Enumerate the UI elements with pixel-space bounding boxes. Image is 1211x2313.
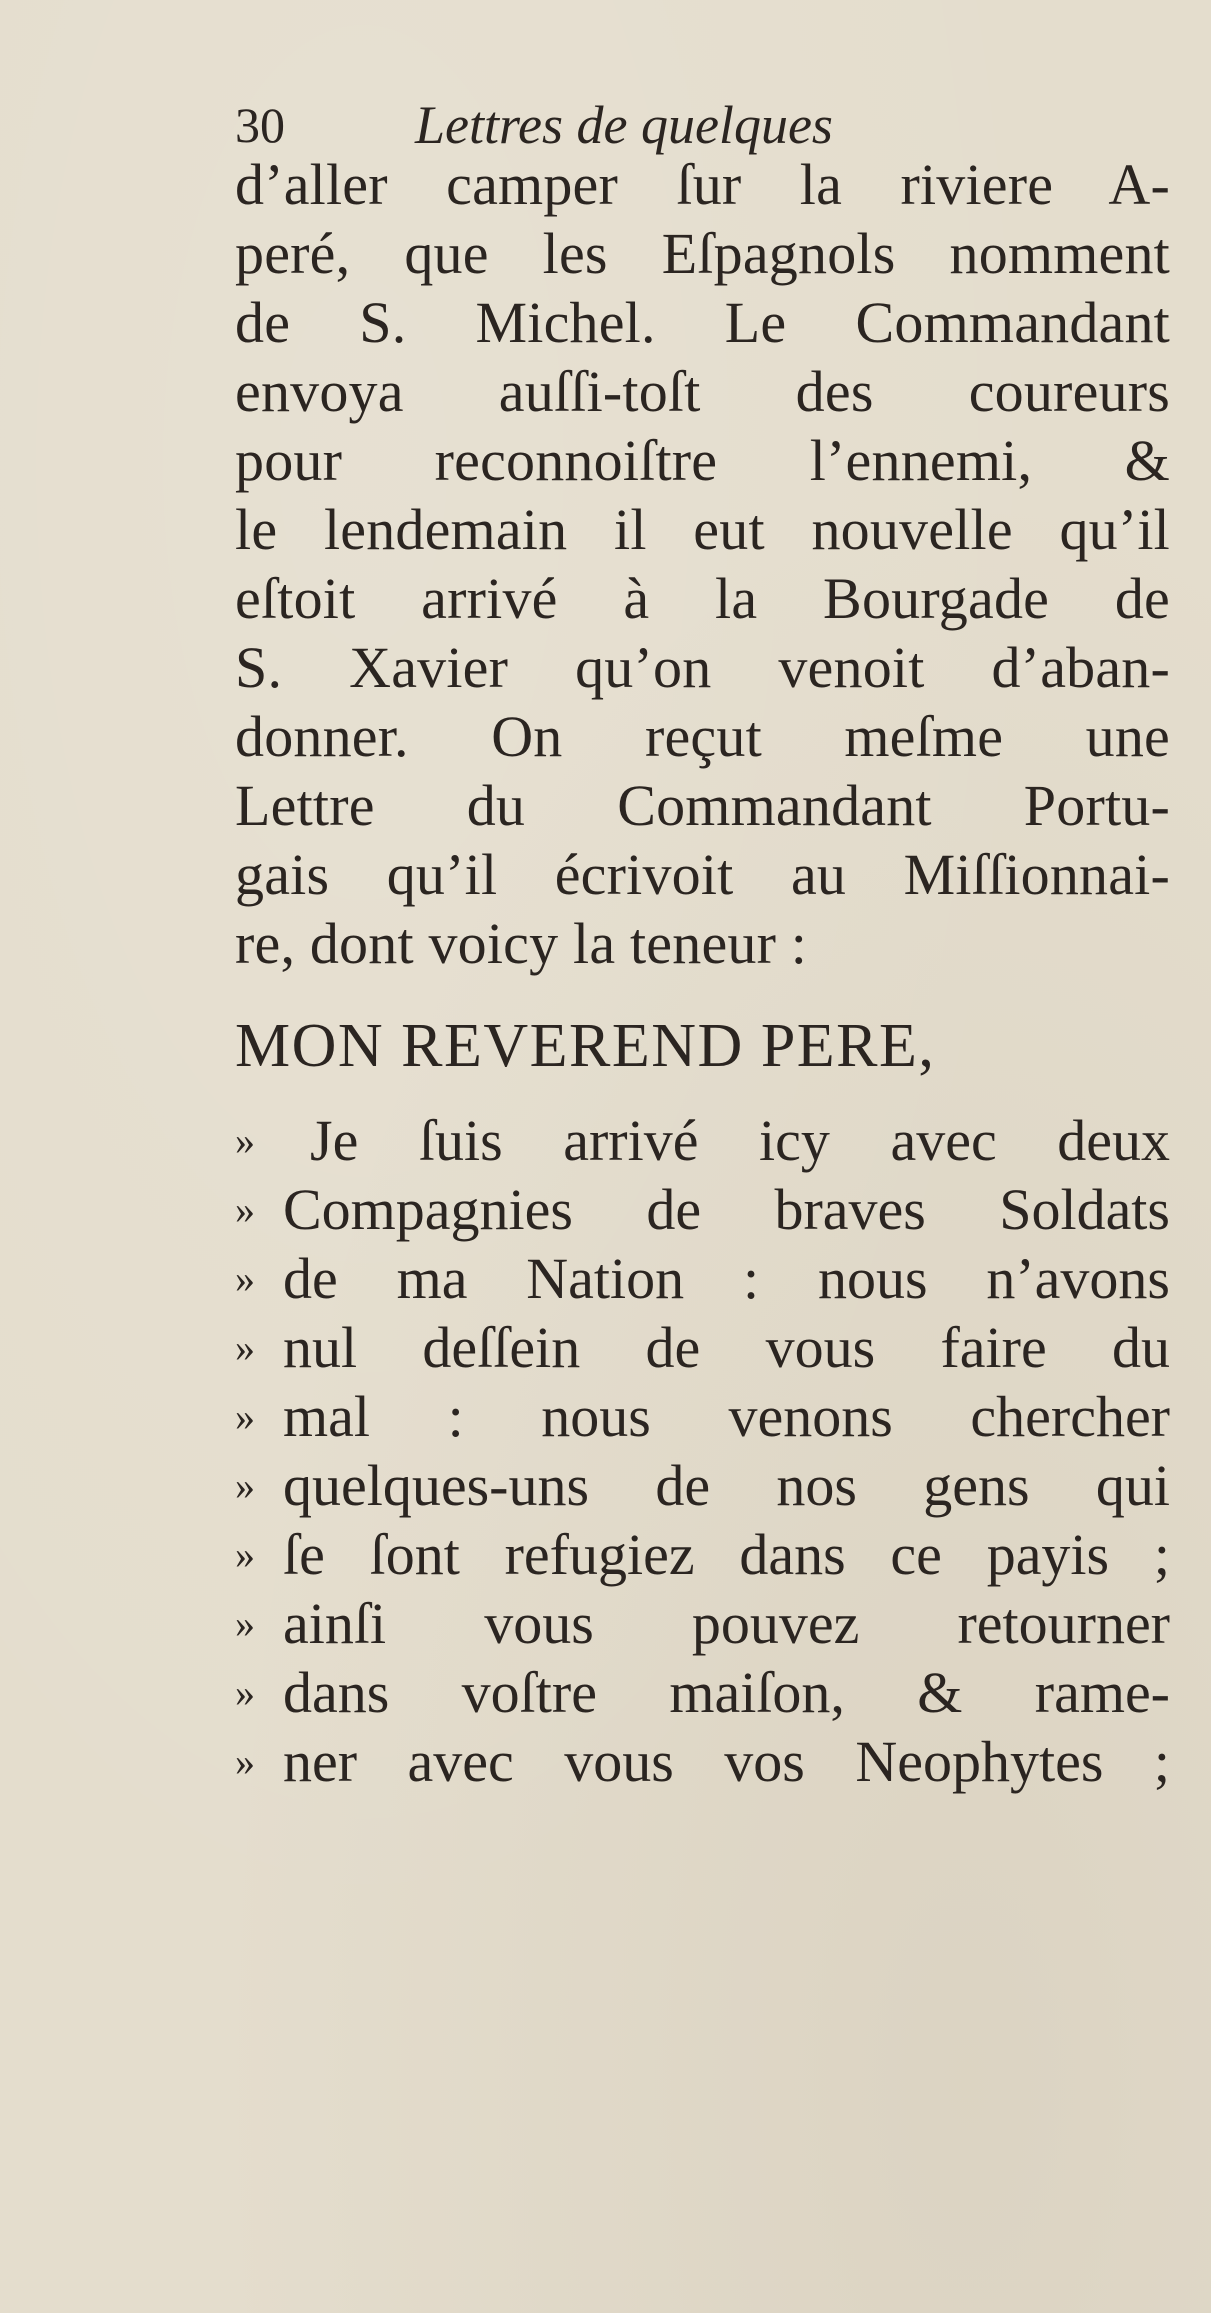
quoted-line bbox=[235, 1175, 1170, 1244]
quoted-line-text: quelques-uns de nos gens qui bbox=[283, 1453, 1170, 1518]
quoted-line bbox=[235, 1520, 1170, 1589]
text-line: re, dont voicy la teneur : bbox=[235, 911, 808, 976]
quote-mark: » bbox=[235, 1532, 255, 1577]
text-line: d’aller camper ſur la riviere A- bbox=[235, 152, 1170, 217]
page-number: 30 bbox=[235, 97, 285, 153]
quoted-line bbox=[235, 1589, 1170, 1658]
quoted-line bbox=[235, 1727, 1170, 1796]
text-line: eſtoit arrivé à la Bourgade de bbox=[235, 566, 1170, 631]
quoted-line-text: de ma Nation : nous n’avons bbox=[283, 1246, 1170, 1311]
quote-mark: » bbox=[235, 1739, 255, 1784]
quoted-line-text: mal : nous venons chercher bbox=[283, 1384, 1170, 1449]
letter-salutation: MON REVEREND PERE, bbox=[235, 1012, 936, 1080]
quoted-letter bbox=[235, 1106, 1170, 1796]
quote-mark: » bbox=[235, 1670, 255, 1715]
quoted-line-text: dans voſtre maiſon, & rame- bbox=[283, 1660, 1170, 1725]
text-line: Lettre du Commandant Portu- bbox=[235, 773, 1170, 838]
quoted-line-text: ſe ſont refugiez dans ce payis ; bbox=[283, 1522, 1170, 1587]
quote-mark: » bbox=[235, 1394, 255, 1439]
quoted-line bbox=[235, 1451, 1170, 1520]
text-line: de S. Michel. Le Commandant bbox=[235, 290, 1170, 355]
quote-mark: » bbox=[235, 1118, 255, 1163]
body-text bbox=[235, 150, 1170, 1796]
quoted-line bbox=[235, 1313, 1170, 1382]
quoted-line bbox=[235, 1658, 1170, 1727]
quote-mark: » bbox=[235, 1187, 255, 1232]
text-line: gais qu’il écrivoit au Miſſionnai- bbox=[235, 842, 1170, 907]
text-line: S. Xavier qu’on venoit d’aban- bbox=[235, 635, 1170, 700]
quote-mark: » bbox=[235, 1463, 255, 1508]
text-line: donner. On reçut meſme une bbox=[235, 704, 1170, 769]
quoted-line-text: nul deſſein de vous faire du bbox=[283, 1315, 1170, 1380]
quoted-line-text: ainſi vous pouvez retourner bbox=[283, 1591, 1170, 1656]
text-line: peré, que les Eſpagnols nomment bbox=[235, 221, 1170, 286]
running-head: Lettres de quelques bbox=[415, 95, 833, 155]
quote-mark: » bbox=[235, 1325, 255, 1370]
text-line: pour reconnoiſtre l’ennemi, & bbox=[235, 428, 1170, 493]
text-line: envoya auſſi-toſt des coureurs bbox=[235, 359, 1170, 424]
page-header bbox=[235, 95, 1035, 155]
quoted-line-text: Je ſuis arrivé icy avec deux bbox=[310, 1108, 1170, 1173]
quote-mark: » bbox=[235, 1256, 255, 1301]
quote-mark: » bbox=[235, 1601, 255, 1646]
text-line: le lendemain il eut nouvelle qu’il bbox=[235, 497, 1170, 562]
quoted-line bbox=[235, 1244, 1170, 1313]
quoted-line bbox=[235, 1382, 1170, 1451]
quoted-line-text: ner avec vous vos Neophytes ; bbox=[283, 1729, 1170, 1794]
quoted-line-text: Compagnies de braves Soldats bbox=[283, 1177, 1170, 1242]
quoted-line bbox=[235, 1106, 1170, 1175]
